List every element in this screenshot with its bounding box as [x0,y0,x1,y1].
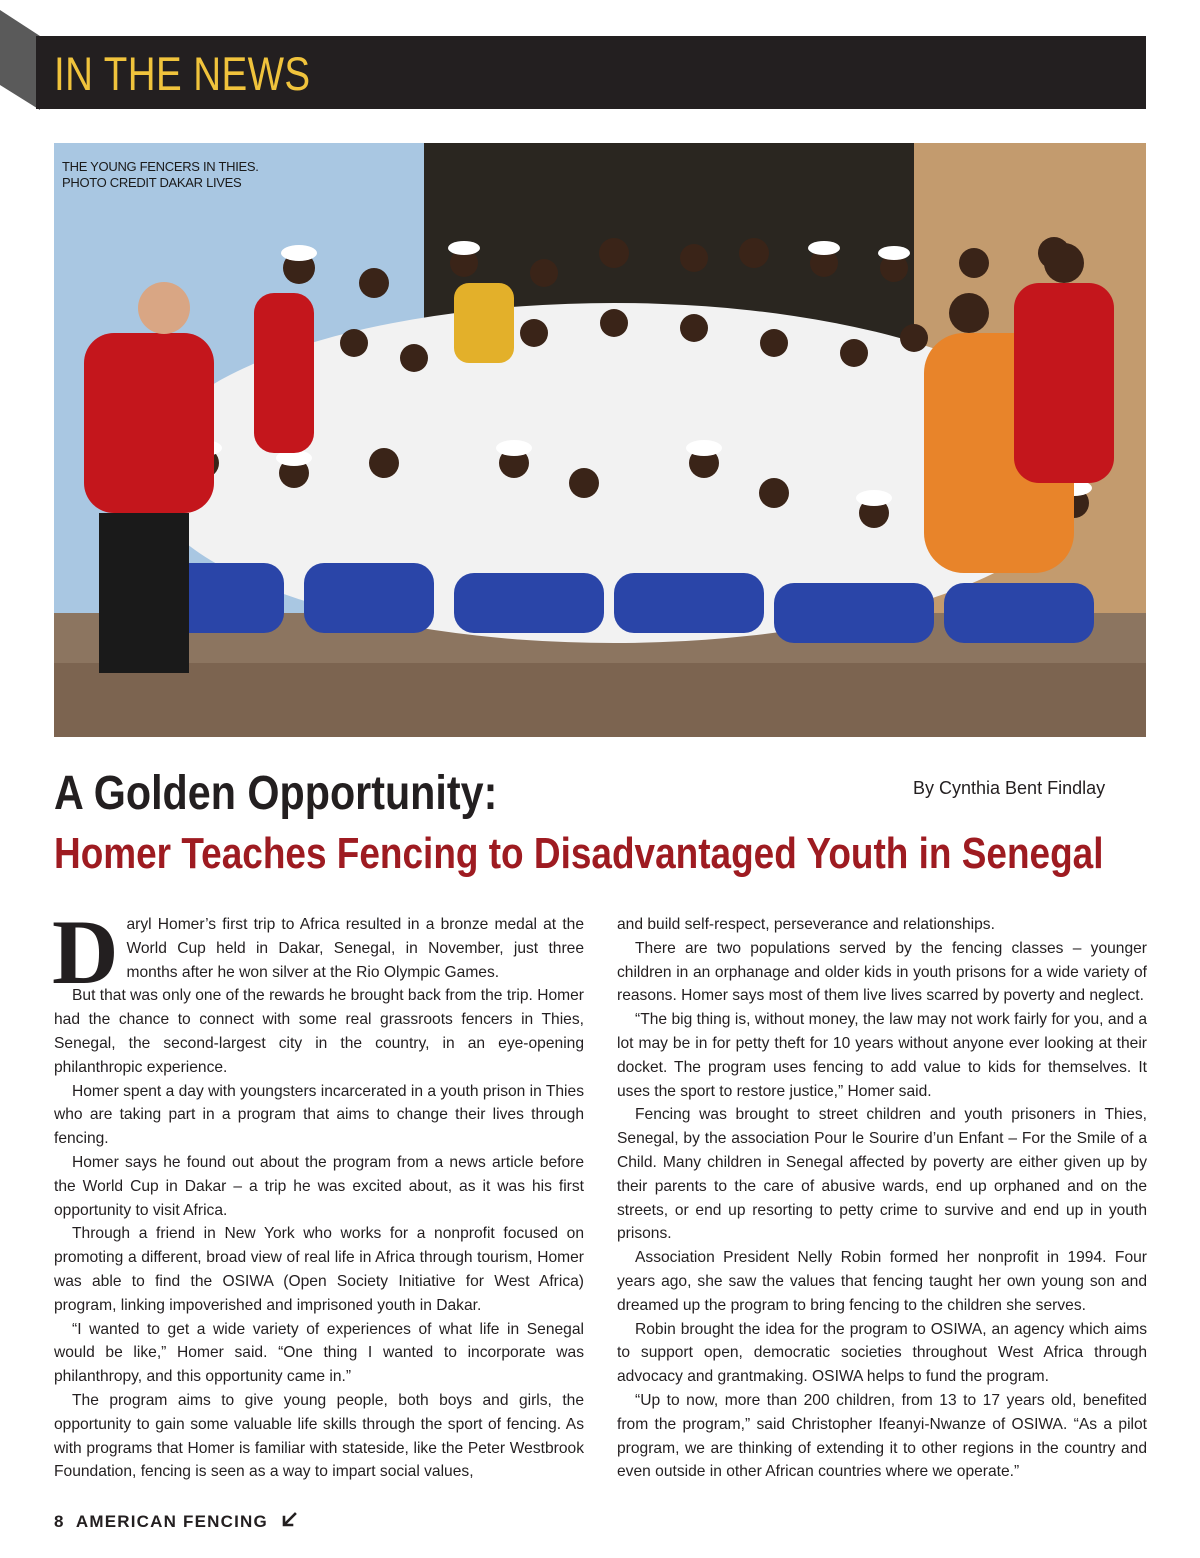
article-paragraph: There are two populations served by the fencing classes – younger children in an orphanage and older kids in youth prisons for a wide variety of reasons. Homer says most of them live lives scarred by poverty and neglect. [617,939,1147,1005]
article-continuation: and build self-respect, perseverance and relationships. [617,916,995,933]
magazine-name: AMERICAN FENCING [75,1512,268,1531]
article-paragraph: Homer spent a day with youngsters incarcerated in a youth prison in Thies who are taking part in a program that aims to change their lives through fencing. [54,1082,584,1148]
article-paragraph: “I wanted to get a wide variety of experiences of what life in Senegal would be like,” Homer said. “One thing I wanted to incorporate was philanthropy, and this opportunity came in.” [54,1320,584,1386]
page-number: 8 [54,1512,65,1531]
article-paragraph: Through a friend in New York who works for a nonprofit focused on promoting a different, broad view of real life in Africa through tourism, Homer was able to find the OSIWA (Open Society Initiative for West Africa) program, linking impoverished and imprisoned youth in Dakar. [54,1225,584,1314]
article-subheadline: Homer Teaches Fencing to Disadvantaged Youth in Senegal [54,829,1104,878]
article-paragraph-1-text: aryl Homer’s first trip to Africa resulted in a bronze medal at the World Cup held in Dakar, Senegal, in November, just three months after he won silver at the Rio Olympic Games. [126,916,584,981]
photo-caption-line-1: THE YOUNG FENCERS IN THIES. [62,159,259,174]
article-paragraph: Association President Nelly Robin formed her nonprofit in 1994. Four years ago, she saw the values that fencing taught her own young son and dreamed up the program to bring fencing to the children she serves. [617,1249,1147,1314]
section-title: IN THE NEWS [54,47,311,100]
corner-tab [0,10,40,110]
article-paragraph: Robin brought the idea for the program to OSIWA, an agency which aims to support open, democratic societies throughout West Africa through advocacy and grantmaking. OSIWA helps to fund the program. [617,1320,1147,1386]
arrow-down-left-icon [280,1511,298,1529]
article-byline: By Cynthia Bent Findlay [913,778,1106,798]
page-footer [54,1511,298,1533]
group-photo [54,143,1146,737]
group-photo-illustration [54,143,1146,737]
article-paragraph: But that was only one of the rewards he brought back from the trip. Homer had the chance to connect with some real grassroots fencers in Thies, Senegal, the second-largest city in the country, in an eye-opening philanthropic experience. [54,987,584,1076]
article-paragraph: “Up to now, more than 200 children, from 13 to 17 years old, benefited from the program,” said Christopher Ifeanyi-Nwanze of OSIWA. “As a pilot program, we are thinking of extending it to other regions in the country and even outside in other African countries where we operate.” [617,1391,1147,1481]
article-headline: A Golden Opportunity: [54,767,498,820]
article-column-left [52,901,584,1484]
photo-caption [62,159,259,191]
article-paragraph: “The big thing is, without money, the law may not work fairly for you, and a lot may be in for petty theft for 10 years without anyone ever looking at their docket. The program uses fencing to add value to kids for themselves. It uses the sport to restore justice,” Homer said. [617,1011,1147,1100]
article-column-right [617,913,1147,1484]
article-paragraph-1 [52,901,584,1003]
article-paragraph: The program aims to give young people, both boys and girls, the opportunity to gain some valuable life skills through the sport of fencing. As with programs that Homer is familiar with stateside, like the Peter Westbrook Foundation, fencing is seen as a way to impart social values, [54,1391,584,1481]
photo-caption-line-2: PHOTO CREDIT DAKAR LIVES [62,175,242,190]
article-paragraph: Homer says he found out about the program from a news article before the World Cup in Dakar – a trip he was excited about, as it was his first opportunity to visit Africa. [54,1153,584,1219]
drop-cap: D [52,901,119,1003]
article-paragraph: Fencing was brought to street children and youth prisoners in Thies, Senegal, by the association Pour le Sourire d’un Enfant – For the Smile of a Child. Many children in Senegal affected by poverty are either given up by their parents to the care of abusive wards, end up orphaned and on the streets, or end up resorting to petty crime to survive and end up in youth prisons. [617,1106,1147,1243]
